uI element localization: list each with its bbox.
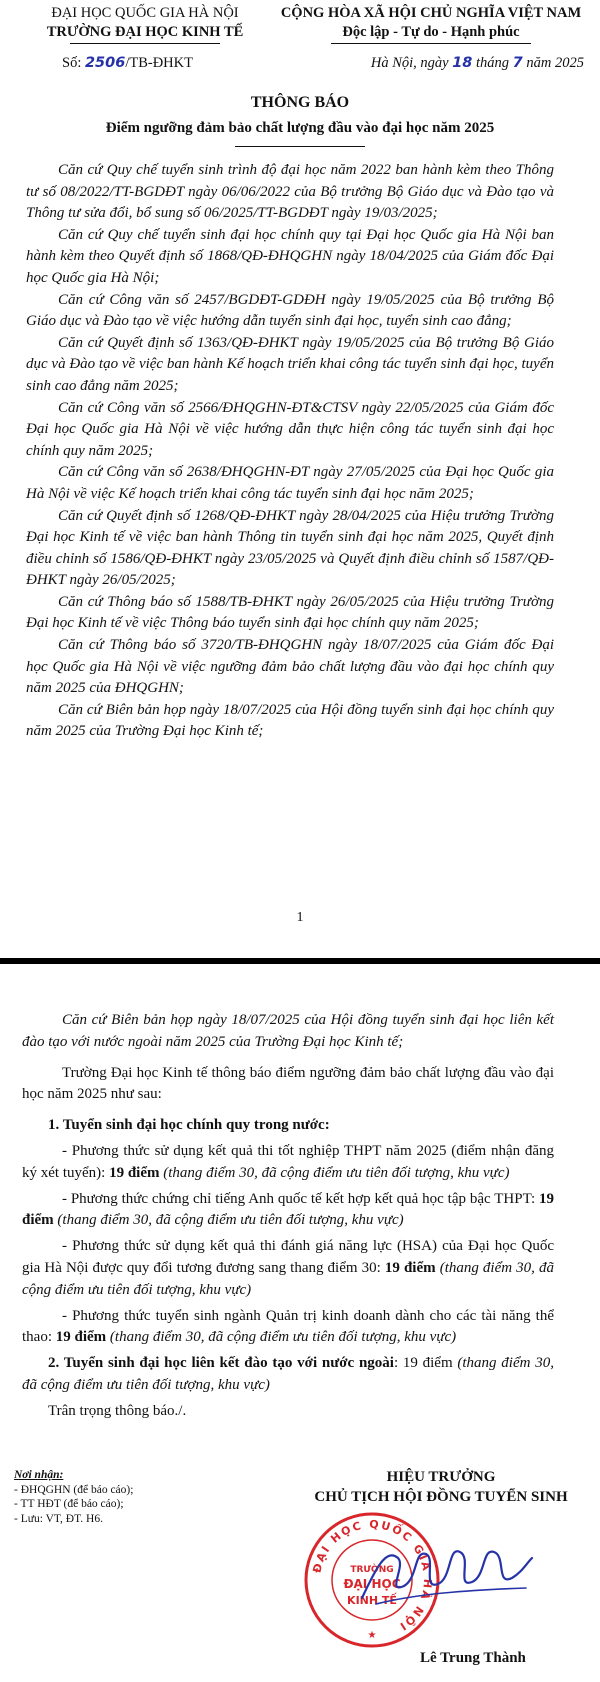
signature-stroke	[362, 1551, 532, 1598]
handwritten-signature-icon	[356, 1528, 536, 1618]
legal-basis-item: Căn cứ Biên bản họp ngày 18/07/2025 của Hội đồng tuyển sinh đại học liên kết đào tạo với nước ngoài năm 2025 của Trường Đại học Kinh tế;	[22, 1012, 554, 1050]
recipient-item: - TT HĐT (để báo cáo);	[14, 1498, 124, 1510]
threshold-score: 19 điểm	[55, 1329, 107, 1346]
legal-basis-item: Căn cứ Công văn số 2457/BGDĐT-GDĐH ngày 19/05/2025 của Bộ trưởng Bộ Giáo dục và Đào tạo về việc hướng dẫn tuyển sinh đại học, tuyển sinh cao đẳng;	[26, 291, 554, 330]
section-1-title: 1. Tuyển sinh đại học chính quy trong nước:	[48, 1117, 330, 1134]
seal-inner-bottom: KINH TẾ	[347, 1594, 397, 1607]
legal-basis-item: Căn cứ Biên bản họp ngày 18/07/2025 của Hội đồng tuyển sinh đại học chính quy năm 2025 của Trường Đại học Kinh tế;	[26, 701, 554, 740]
parent-org: ĐẠI HỌC QUỐC GIA HÀ NỘI	[51, 5, 239, 21]
signature-underline-stroke	[376, 1588, 526, 1604]
handwritten-number: 2506	[84, 55, 126, 71]
document-subtitle: Điểm ngưỡng đảm bảo chất lượng đầu vào đại học năm 2025	[105, 120, 495, 136]
school-name: TRƯỜNG ĐẠI HỌC KINH TẾ	[46, 24, 244, 40]
title-underline	[235, 146, 365, 147]
legal-basis-item: Căn cứ Công văn số 2566/ĐHQGHN-ĐT&CTSV ngày 22/05/2025 của Giám đốc Đại học Quốc gia Hà Nội về việc hướng dẫn thực hiện công tác tuyển sinh đại học chính quy năm 2025;	[26, 399, 554, 459]
legal-basis-item: Căn cứ Quyết định số 1268/QĐ-ĐHKT ngày 28/04/2025 của Hiệu trưởng Trường Đại học Kinh tế về việc ban hành Thông tin tuyển sinh đại học năm 2025, Quyết định điều chỉnh số 1586/QĐ-ĐHKT ngày 23/05/2025 và Quyết định điều chỉnh số 1587/QĐ-ĐHKT ngày 26/05/2025;	[26, 507, 554, 589]
notice-body	[22, 1010, 554, 1432]
legal-basis-item: Căn cứ Công văn số 2638/ĐHQGHN-ĐT ngày 27/05/2025 của Đại học Quốc gia Hà Nội về việc Kế hoạch triển khai công tác tuyển sinh đại học năm 2025;	[26, 464, 554, 502]
recipients-title: Nơi nhận:	[14, 1469, 64, 1481]
national-motto	[262, 4, 600, 44]
issuing-organization	[30, 4, 260, 44]
legal-basis-list	[26, 160, 554, 743]
issue-date: Hà Nội, ngày 18 tháng 7 năm 2025	[370, 55, 584, 71]
handwritten-day: 18	[452, 55, 473, 71]
org-underline	[70, 43, 220, 44]
admission-method-item: - Phương thức sử dụng kết quả thi tốt nghiệp THPT năm 2025 (điểm nhận đăng ký xét tuyển): 19 điểm (thang điểm 30, đã cộng điểm ưu tiên đối tượng, khu vực)	[22, 1142, 554, 1181]
legal-basis-item: Căn cứ Thông báo số 1588/TB-ĐHKT ngày 26/05/2025 của Hiệu trưởng Trường Đại học Kinh tế về việc Thông báo tuyển sinh đại học chính quy năm 2025;	[26, 593, 554, 632]
page-number: 1	[296, 910, 304, 925]
signer-council-title: CHỦ TỊCH HỘI ĐỒNG TUYỂN SINH	[314, 1489, 568, 1505]
admission-method-item: - Phương thức chứng chỉ tiếng Anh quốc tế kết hợp kết quả học tập bậc THPT: 19 điểm (thang điểm 30, đã cộng điểm ưu tiên đối tượng, khu vực)	[22, 1190, 554, 1229]
legal-basis-item: Căn cứ Quy chế tuyển sinh đại học chính quy tại Đại học Quốc gia Hà Nội ban hành kèm theo Quyết định số 1868/QĐ-ĐHQGHN ngày 18/04/2025 của Giám đốc Đại học Quốc gia Hà Nội;	[26, 226, 554, 286]
seal-inner-top: TRƯỜNG	[350, 1565, 394, 1575]
document-number: Số: 2506/TB-ĐHKT	[62, 55, 193, 71]
admission-method-item: - Phương thức sử dụng kết quả thi đánh giá năng lực (HSA) của Đại học Quốc gia Hà Nội được quy đổi tương đương sang thang điểm 30: 19 điểm (thang điểm 30, đã cộng điểm ưu tiên đối tượng, khu vực)	[22, 1238, 554, 1298]
signer-name: Lê Trung Thành	[420, 1650, 526, 1666]
signer-title: HIỆU TRƯỞNG	[386, 1469, 496, 1485]
nation-name: CỘNG HÒA XÃ HỘI CHỦ NGHĨA VIỆT NAM	[280, 5, 582, 21]
motto: Độc lập - Tự do - Hạnh phúc	[342, 24, 520, 40]
motto-underline	[331, 43, 531, 44]
legal-basis-item: Căn cứ Quy chế tuyển sinh trình độ đại học năm 2022 ban hành kèm theo Thông tư số 08/2022/TT-BGDĐT ngày 06/06/2022 của Bộ trưởng Bộ Giáo dục và Đào tạo và Thông tư sửa đổi, bổ sung số 06/2025/TT-BGDĐT ngày 19/03/2025;	[26, 162, 554, 222]
recipient-item: - Lưu: VT, ĐT. H6.	[14, 1512, 103, 1525]
threshold-score: 19 điểm	[109, 1164, 160, 1181]
section-2-title: 2. Tuyển sinh đại học liên kết đào tạo với nước ngoài	[48, 1355, 394, 1372]
signature-block	[282, 1467, 600, 1507]
threshold-score: 19 điểm	[384, 1259, 436, 1276]
intro-paragraph: Trường Đại học Kinh tế thông báo điểm ngưỡng đảm bảo chất lượng đầu vào đại học năm 2025 như sau:	[22, 1064, 554, 1103]
threshold-score: 19 điểm	[22, 1190, 554, 1229]
seal-inner-mid: ĐẠI HỌC	[343, 1577, 401, 1591]
legal-basis-item: Căn cứ Thông báo số 3720/TB-ĐHQGHN ngày 18/07/2025 của Giám đốc Đại học Quốc gia Hà Nội về việc ngưỡng đảm bảo chất lượng đầu vào đại học chính quy năm 2025 của ĐHQGHN;	[26, 637, 554, 697]
admission-method-item: - Phương thức tuyển sinh ngành Quản trị kinh doanh dành cho các tài năng thể thao: 19 điểm (thang điểm 30, đã cộng điểm ưu tiên đối tượng, khu vực)	[22, 1307, 554, 1346]
legal-basis-item: Căn cứ Quyết định số 1363/QĐ-ĐHKT ngày 19/05/2025 của Bộ trưởng Bộ Giáo dục và Đào tạo về việc ban hành Kế hoạch triển khai công tác tuyển sinh đại học, tuyển sinh cao đẳng năm 2025;	[26, 334, 554, 394]
closing-line: Trân trọng thông báo./.	[48, 1402, 187, 1419]
seal-star-icon: ★	[367, 1630, 377, 1641]
handwritten-month: 7	[512, 55, 523, 71]
seal-ring-text: ĐẠI HỌC QUỐC GIA HÀ NỘI	[310, 1517, 435, 1634]
recipient-item: - ĐHQGHN (để báo cáo);	[14, 1483, 134, 1496]
document-title: THÔNG BÁO	[250, 94, 350, 111]
recipients-block	[14, 1468, 194, 1526]
section-2: 2. Tuyển sinh đại học liên kết đào tạo với nước ngoài: 19 điểm (thang điểm 30, đã cộng điểm ưu tiên đối tượng, khu vực)	[22, 1355, 554, 1393]
